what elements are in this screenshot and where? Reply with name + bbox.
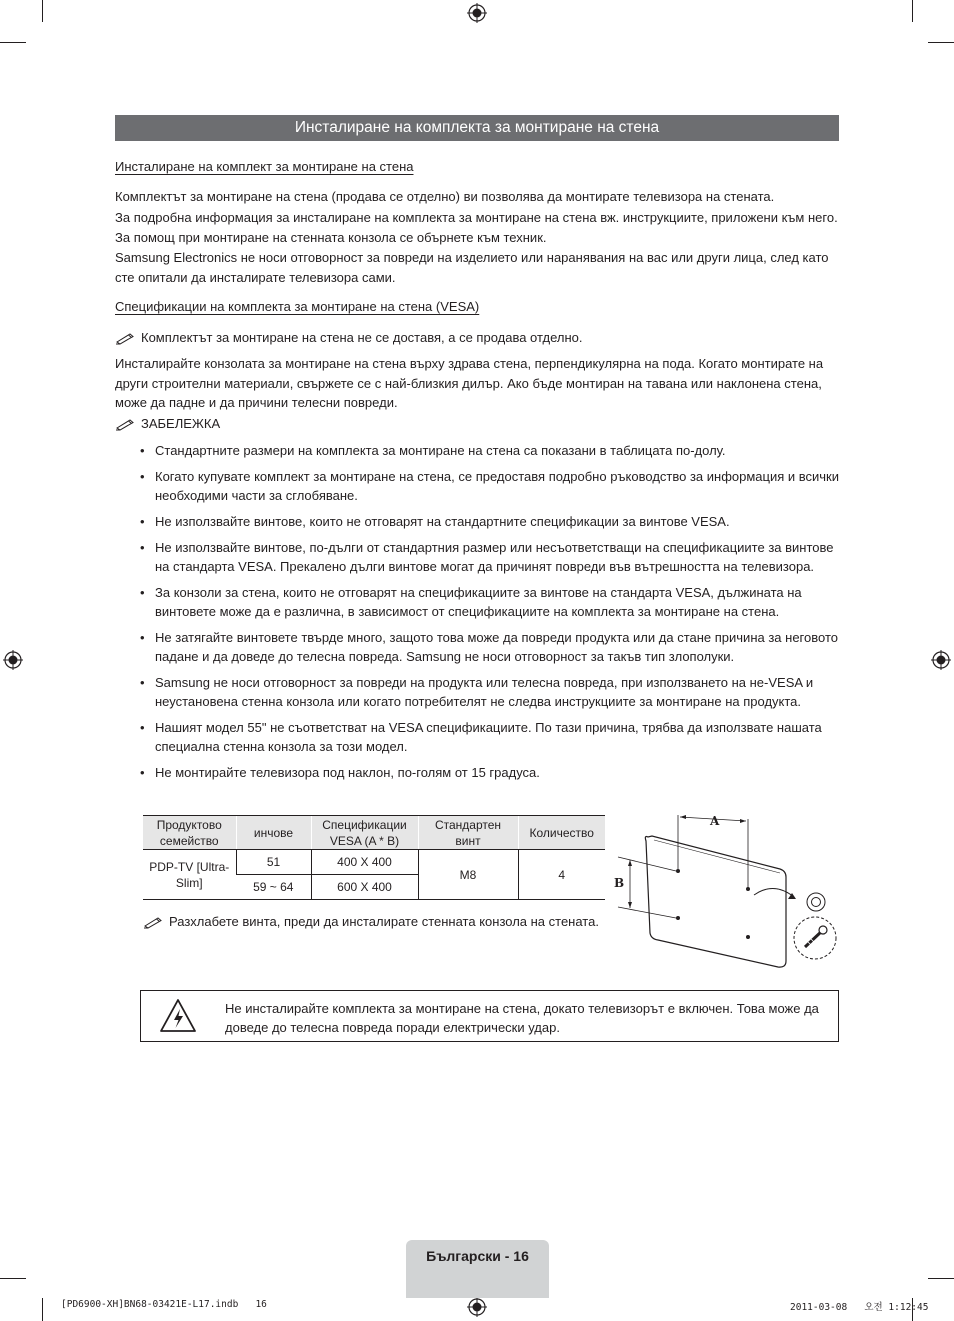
paragraph: Инсталирайте конзолата за монтиране на стена върху здрава стена, перпендикулярна на пода. Когато монтирате на други строителни материали, свържете се с най-близкия дилър. Ако бъде монтиран на тавана или наклонена стена, може да падне и да причини телесни повреди. [115, 356, 824, 410]
subsection-heading-vesa: Спецификации на комплекта за монтиране на стена (VESA) [115, 299, 480, 314]
note-label-line [115, 415, 220, 433]
list-item: • Не използвайте винтове, по-дълги от стандартния размер или несъответстващи на спецификациите за винтове на стандарта VESA. Прекалено дълги винтове могат да причинят повреди във вътрешността на телевизора. [115, 538, 839, 576]
paragraph: Комплектът за монтиране на стена (продава се отделно) ви позволява да монтирате телевизора на стената. [115, 189, 775, 204]
pencil-note-icon [115, 417, 137, 431]
page-number: Български - 16 [426, 1248, 529, 1264]
vesa-spec-table [143, 815, 605, 900]
list-item: • Не монтирайте телевизора под наклон, по-голям от 15 градуса. [115, 763, 839, 782]
paragraph: Samsung Electronics не носи отговорност за повреди на изделието или наранявания на вас или други лица, след като сте опитали да инсталирате телевизора сами. [115, 250, 829, 285]
paragraph: За подробна информация за инсталиране на комплекта за монтиране на стена вж. инструкциите, приложени към него. За помощ при монтиране на стенната конзола се обърнете към техник. [115, 210, 838, 245]
registration-mark-icon [931, 650, 951, 670]
dimension-label-b: B [614, 876, 625, 890]
cell-inches: 51 [236, 850, 311, 875]
warning-box [140, 990, 839, 1042]
cell-vesa: 600 X 400 [311, 875, 418, 900]
column-header-vesa: Спецификации VESA (A * B) [311, 816, 418, 850]
crop-mark [0, 1278, 26, 1279]
list-item: • Не затягайте винтовете твърде много, защото това може да повреди продукта или да стане причина за неговото падане и да доведе до телесна повреда. Samsung не носи отговорност за такъв тип злополуки. [115, 628, 839, 666]
column-header-screw: Стандартен винт [418, 816, 518, 850]
warning-text: Не инсталирайте комплекта за монтиране на стена, докато телевизорът е включен. Това може да доведе до телесна повреда поради електрически удар. [225, 1001, 819, 1035]
list-item: • Стандартните размери на комплекта за монтиране на стена са показани в таблицата по-долу. [115, 441, 839, 460]
dimension-label-a: A [710, 814, 720, 828]
cell-quantity: 4 [518, 850, 605, 900]
cell-screw: M8 [418, 850, 518, 900]
tv-back-vesa-diagram [608, 805, 844, 980]
table-row [143, 850, 605, 875]
crop-mark [42, 1298, 43, 1321]
footer-file-info: [PD6900-XH]BN68-03421E-L17.indb 16 [61, 1299, 267, 1310]
table-note-line [143, 913, 599, 931]
column-header-inches: инчове [236, 816, 311, 850]
note-text: Комплектът за монтиране на стена не се доставя, а се продава отделно. [141, 330, 583, 345]
crop-mark [928, 1278, 954, 1279]
crop-mark [912, 0, 913, 22]
cell-vesa: 400 X 400 [311, 850, 418, 875]
crop-mark [928, 42, 954, 43]
list-item: • За конзоли за стена, които не отговарят на спецификациите за винтове на стандарта VESA, дължината на винтовете може да е различна, в зависимост от спецификациите на комплекта за монтиране на стена. [115, 583, 839, 621]
registration-mark-icon [467, 1297, 487, 1317]
column-header-quantity: Количество [518, 816, 605, 850]
pencil-note-icon [115, 331, 137, 345]
table-header-row [143, 816, 605, 850]
subsection-heading-install: Инсталиране на комплект за монтиране на стена [115, 159, 414, 174]
note-label: ЗАБЕЛЕЖКА [141, 416, 221, 431]
list-item: • Samsung не носи отговорност за повреди на продукта или телесна повреда, при използването на не-VESA и неустановена стенна конзола или когато потребителят не следва инструкциите за монтиране на продукта. [115, 673, 839, 711]
footer-timestamp: 2011-03-08 오전 1:12:45 [790, 1302, 929, 1313]
list-item: • Когато купувате комплект за монтиране на стена, се предоставя подробно ръководство за информация и всички необходими части за сглобяване. [115, 467, 839, 505]
page-number-tab [406, 1240, 549, 1298]
list-item: • Не използвайте винтове, които не отговарят на стандартните спецификации за винтове VESA. [115, 512, 839, 531]
note-text: Разхлабете винта, преди да инсталирате стенната конзола на стената. [169, 914, 599, 929]
list-item: • Нашият модел 55" не съответстват на VESA спецификациите. По тази причина, трябва да използвате нашата специална стенна конзола за този модел. [115, 718, 839, 756]
column-header-family: Продуктово семейство [143, 816, 236, 850]
crop-mark [0, 42, 26, 43]
registration-mark-icon [467, 3, 487, 23]
electric-shock-warning-icon [159, 997, 197, 1035]
crop-mark [42, 0, 43, 22]
pencil-note-icon [143, 915, 165, 929]
section-title: Инсталиране на комплекта за монтиране на стена [115, 115, 839, 141]
note-bullet-list [115, 441, 839, 789]
registration-mark-icon [3, 650, 23, 670]
cell-family: PDP-TV [Ultra-Slim] [143, 850, 236, 900]
note-line [115, 329, 583, 347]
cell-inches: 59 ~ 64 [236, 875, 311, 900]
